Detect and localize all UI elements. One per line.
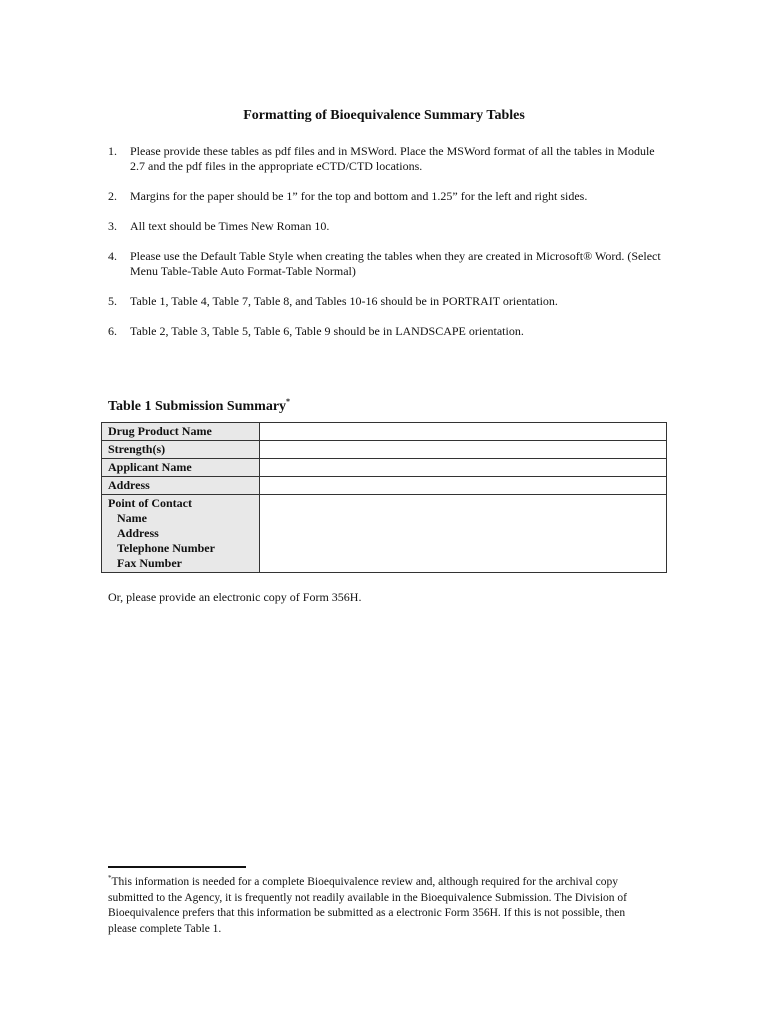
list-item-number: 6.	[108, 324, 117, 338]
row-value	[260, 441, 667, 459]
table-caption	[108, 397, 290, 415]
list-item-text: Margins for the paper should be 1” for the top and bottom and 1.25” for the left and right sides.	[130, 189, 588, 203]
list-item	[108, 324, 668, 339]
list-item-number: 3.	[108, 219, 117, 233]
requirements-list	[108, 144, 668, 354]
list-item-number: 1.	[108, 144, 117, 158]
row-value	[260, 495, 667, 573]
table-row	[102, 423, 667, 441]
list-item-text: Table 1, Table 4, Table 7, Table 8, and Tables 10-16 should be in PORTRAIT orientation.	[130, 294, 558, 308]
list-item-text: All text should be Times New Roman 10.	[130, 219, 330, 233]
list-item-number: 4.	[108, 249, 117, 263]
footnote	[108, 871, 648, 937]
footnote-divider	[108, 866, 246, 868]
poc-sub-item: Address	[117, 526, 159, 540]
row-value	[260, 423, 667, 441]
footnote-marker: *	[108, 874, 112, 882]
list-item	[108, 189, 668, 204]
table-row	[102, 477, 667, 495]
list-item-number: 2.	[108, 189, 117, 203]
table-row	[102, 441, 667, 459]
list-item-text: Please use the Default Table Style when creating the tables when they are created in Microsoft® Word. (Select Menu Table-Table Auto Format-Table Normal)	[130, 249, 661, 278]
table-caption-text: Table 1 Submission Summary	[108, 399, 287, 414]
list-item-text: Please provide these tables as pdf files and in MSWord. Place the MSWord format of all the tables in Module 2.7 and the pdf files in the appropriate eCTD/CTD locations.	[130, 144, 655, 173]
row-value	[260, 477, 667, 495]
row-label: Address	[102, 477, 260, 495]
poc-sub-item: Fax Number	[117, 556, 182, 570]
list-item	[108, 144, 668, 174]
row-label: Point of Contact	[108, 496, 192, 510]
list-item	[108, 249, 668, 279]
list-item-number: 5.	[108, 294, 117, 308]
footnote-marker: *	[286, 397, 291, 406]
alternative-note: Or, please provide an electronic copy of Form 356H.	[108, 590, 362, 604]
footnote-text: This information is needed for a complete Bioequivalence review and, although required for the archival copy submitted to the Agency, it is frequently not readily available in the Bioequivalence Submission. The Division of Bioequivalence prefers that this information be submitted as a electronic Form 356H. If this is not possible, then please complete Table 1.	[108, 876, 627, 935]
list-item-text: Table 2, Table 3, Table 5, Table 6, Table 9 should be in LANDSCAPE orientation.	[130, 324, 524, 338]
point-of-contact-label	[102, 495, 260, 573]
row-value	[260, 459, 667, 477]
row-label: Strength(s)	[102, 441, 260, 459]
row-label: Drug Product Name	[102, 423, 260, 441]
table-row	[102, 495, 667, 573]
list-item	[108, 219, 668, 234]
table-row	[102, 459, 667, 477]
poc-sub-item: Name	[117, 511, 147, 525]
list-item	[108, 294, 668, 309]
page-title: Formatting of Bioequivalence Summary Tables	[243, 108, 525, 123]
submission-summary-table	[101, 422, 667, 573]
poc-sub-item: Telephone Number	[117, 541, 215, 555]
row-label: Applicant Name	[102, 459, 260, 477]
